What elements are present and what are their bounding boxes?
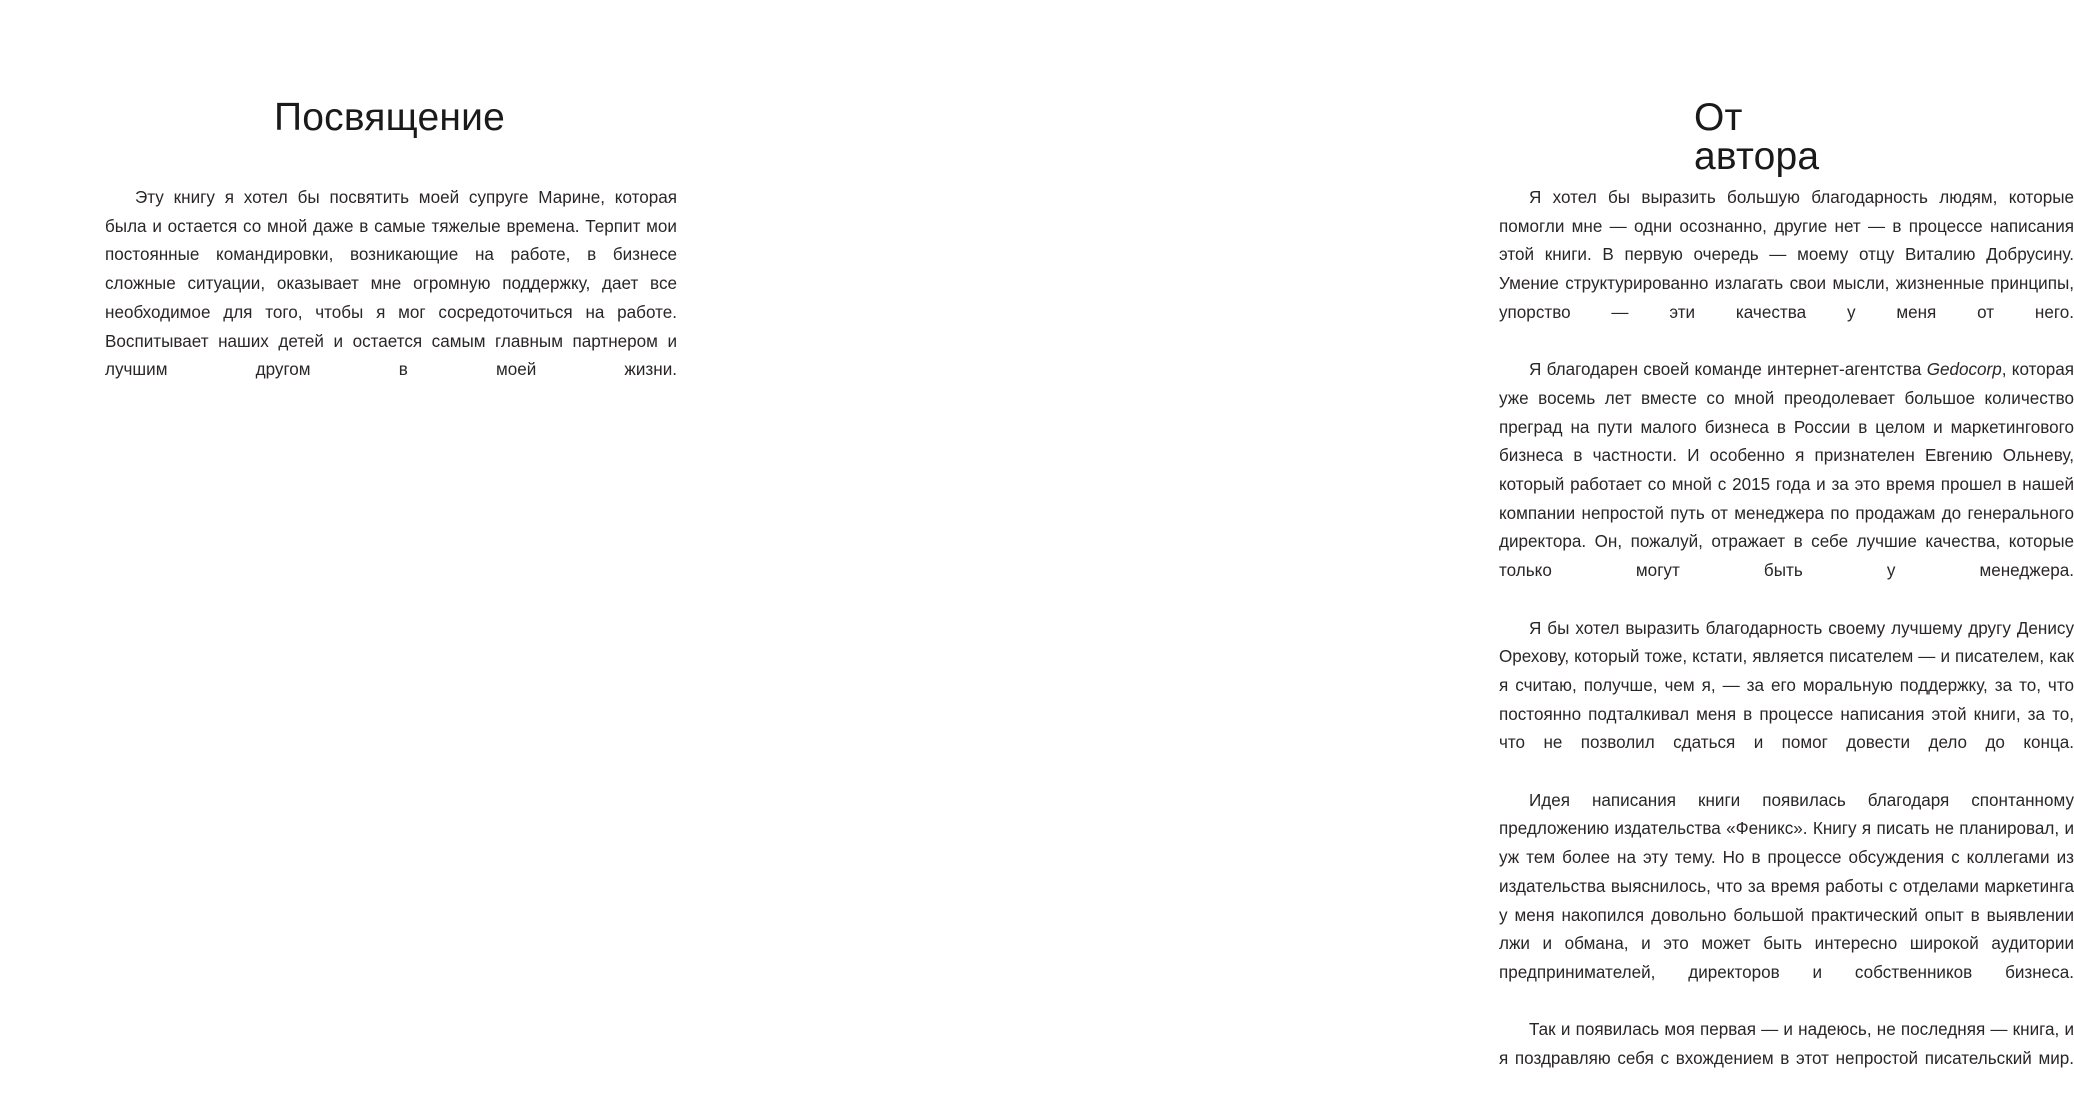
paragraph: Так и появилась моя первая — и надеюсь, не последняя — книга, и я поздравляю себя с вхождением в этот непростой писательский мир. xyxy=(1499,1020,2074,1069)
paragraph-text-after-italic: , которая уже восемь лет вместе со мной преодолевает большое количество преград на пути малого бизнеса в России в целом и маркетингового бизнеса в частности. И особенно я признателен Евгению Ольневу, который работает со мной с 2015 года и за это время прошел в нашей компании непростой путь от менеджера по продажам до генерального директора. Он, пожалуй, отражает в себе лучшие качества, которые только могут быть у менеджера. xyxy=(1499,360,2074,581)
paragraph: Я хотел бы выразить большую благодарность людям, которые помогли мне — одни осознанно, другие нет — в процессе написания этой книги. В первую очередь — моему отцу Виталию Добрусину. Умение структурированно излагать свои мысли, жизненные принципы, упорство — эти качества у меня от него. xyxy=(1499,188,2074,322)
paragraph: Я бы хотел выразить благодарность своему лучшему другу Денису Орехову, который тоже, кстати, является писателем — и писателем, как я считаю, получше, чем я, — за его моральную поддержку, за то, что постоянно подталкивал меня в процессе написания этой книги, за то, что не позволил сдаться и помог довести дело до конца. xyxy=(1499,618,2074,753)
paragraph: Идея написания книги появилась благодаря спонтанному предложению издательства «Феникс». Книгу я писать не планировал, и уж тем более на эту тему. Но в процессе обсуждения с коллегами из издательства выяснилось, что за время работы с отделами маркетинга у меня накопился довольно большой практический опыт в выявлении лжи и обмана, и это может быть интересно широкой аудитории предпринимателей, директоров и собственников бизнеса. xyxy=(1499,790,2074,982)
page-title-dedication: Посвящение xyxy=(274,96,505,139)
company-name-gedocorp: Gedocorp xyxy=(1926,360,2002,380)
paragraph: Эту книгу я хотел бы посвятить моей супруге Марине, которая была и остается со мной даже в самые тяжелые времена. Терпит мои постоянные командировки, возникающие на работе, в бизнесе сложные ситуации, оказывает мне огромную поддержку, дает все необходимое для того, чтобы я мог сосредоточиться на работе. Воспитывает наших детей и остается самым главным партнером и лучшим другом в моей жизни. xyxy=(105,188,677,380)
page-title-from-author: От автора xyxy=(1694,96,1820,178)
paragraph-text-before-italic: Я благодарен своей команде интернет-агентства xyxy=(1529,360,1927,380)
dedication-body xyxy=(105,184,677,414)
page-right xyxy=(722,0,2074,1069)
page-left xyxy=(0,0,722,1033)
paragraph xyxy=(1499,356,2074,614)
from-author-body xyxy=(1499,184,2074,1103)
